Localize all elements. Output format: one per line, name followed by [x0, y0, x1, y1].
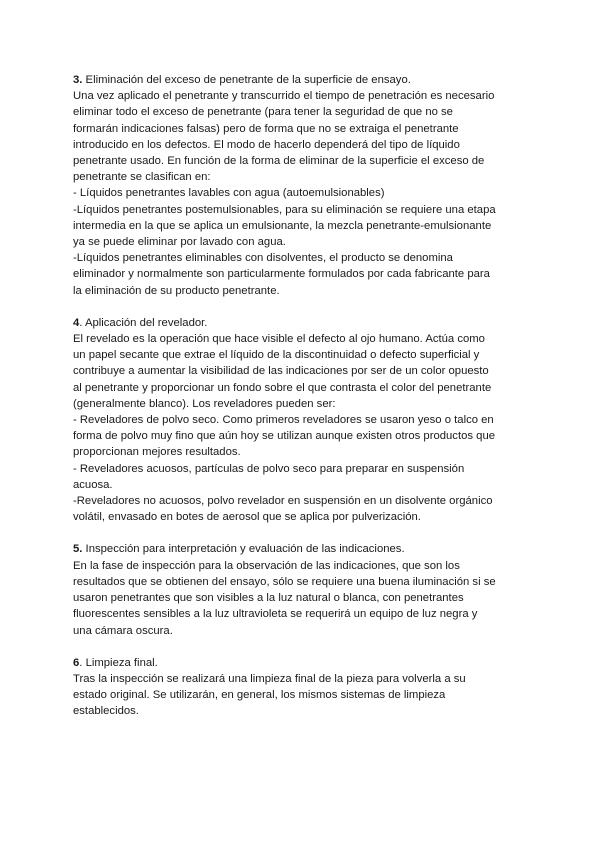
paragraph-line: usaron penetrantes que son visibles a la luz natural o blanca, con penetrantes [73, 592, 464, 605]
paragraph-line: El revelado es la operación que hace visible el defecto al ojo humano. Actúa como [73, 333, 485, 346]
document-body [73, 72, 533, 736]
list-item: -Reveladores no acuosos, polvo revelador en suspensión en un disolvente orgánico [73, 495, 493, 508]
section-heading [73, 541, 533, 557]
list-item: - Líquidos penetrantes lavables con agua (autoemulsionables) [73, 187, 385, 200]
list-item: - Reveladores acuosos, partículas de polvo seco para preparar en suspensión [73, 462, 465, 475]
list-item: -Líquidos penetrantes eliminables con disolventes, el producto se denomina [73, 252, 453, 265]
paragraph-line: formarán indicaciones falsas) pero de forma que no se extraiga el penetrante [73, 122, 459, 135]
paragraph-line: eliminar todo el exceso de penetrante (para tener la seguridad de que no se [73, 106, 453, 119]
section-heading [73, 72, 533, 88]
section-number: 4 [73, 316, 80, 329]
section-heading [73, 315, 533, 331]
paragraph-line: Tras la inspección se realizará una limpieza final de la pieza para volverla a su [73, 672, 466, 685]
section-title: . Limpieza final. [79, 656, 158, 669]
section-6 [73, 655, 533, 720]
list-item: - Reveladores de polvo seco. Como primeros reveladores se usaron yeso o talco en [73, 414, 494, 427]
paragraph-line: proporcionan mejores resultados. [73, 446, 241, 459]
paragraph-line: forma de polvo muy fino que aún hoy se utilizan aunque existen otros productos que [73, 430, 496, 443]
paragraph-line: intermedia en la que se aplica un emulsionante, la mezcla penetrante-emulsionante [73, 219, 492, 232]
paragraph-line: una cámara oscura. [73, 624, 173, 637]
paragraph-line: penetrante usado. En función de la forma de eliminar de la superficie el exceso de [73, 155, 485, 168]
section-number: 3. [73, 74, 83, 86]
paragraph-line: establecidos. [73, 705, 139, 718]
paragraph-line: introducido en los defectos. El modo de hacerlo dependerá del tipo de líquido [73, 138, 460, 151]
paragraph-line: estado original. Se utilizarán, en general, los mismos sistemas de limpieza [73, 689, 446, 702]
paragraph-line: la eliminación de su producto penetrante. [73, 284, 280, 297]
paragraph-line: (generalmente blanco). Los reveladores pueden ser: [73, 397, 336, 410]
section-heading [73, 655, 533, 671]
paragraph-line: acuosa. [73, 478, 113, 491]
paragraph-line: resultados que se obtienen del ensayo, sólo se requiere una buena iluminación si se [73, 575, 496, 588]
section-4 [73, 315, 533, 526]
section-title: . Aplicación del revelador. [79, 316, 208, 329]
paragraph-line: penetrante se clasifican en: [73, 171, 211, 184]
section-3 [73, 72, 533, 299]
paragraph-line: contribuye a aumentar la visibilidad de las indicaciones por ser de un color opuesto [73, 365, 489, 378]
section-number: 5. [73, 543, 83, 556]
section-title: Inspección para interpretación y evaluación de las indicaciones. [82, 543, 405, 556]
section-title: Eliminación del exceso de penetrante de la superficie de ensayo. [82, 74, 411, 86]
list-item: -Líquidos penetrantes postemulsionables, para su eliminación se requiere una etapa [73, 203, 496, 216]
paragraph-line: Una vez aplicado el penetrante y transcurrido el tiempo de penetración es necesario [73, 90, 495, 103]
paragraph-line: volátil, envasado en botes de aerosol que se aplica por pulverización. [73, 511, 421, 524]
paragraph-line: ya se puede eliminar por lavado con agua. [73, 236, 286, 249]
paragraph-line: eliminador y normalmente son particularmente formulados por cada fabricante para [73, 268, 490, 281]
paragraph-line: un papel secante que extrae el líquido de la discontinuidad o defecto superficial y [73, 349, 480, 362]
paragraph-line: al penetrante y proporcionar un fondo sobre el que contrasta el color del penetrante [73, 381, 492, 394]
paragraph-line: En la fase de inspección para la observación de las indicaciones, que son los [73, 559, 460, 572]
paragraph-line: fluorescentes sensibles a la luz ultravioleta se requerirá un equipo de luz negra y [73, 608, 478, 621]
section-5 [73, 541, 533, 638]
section-number: 6 [73, 656, 80, 669]
